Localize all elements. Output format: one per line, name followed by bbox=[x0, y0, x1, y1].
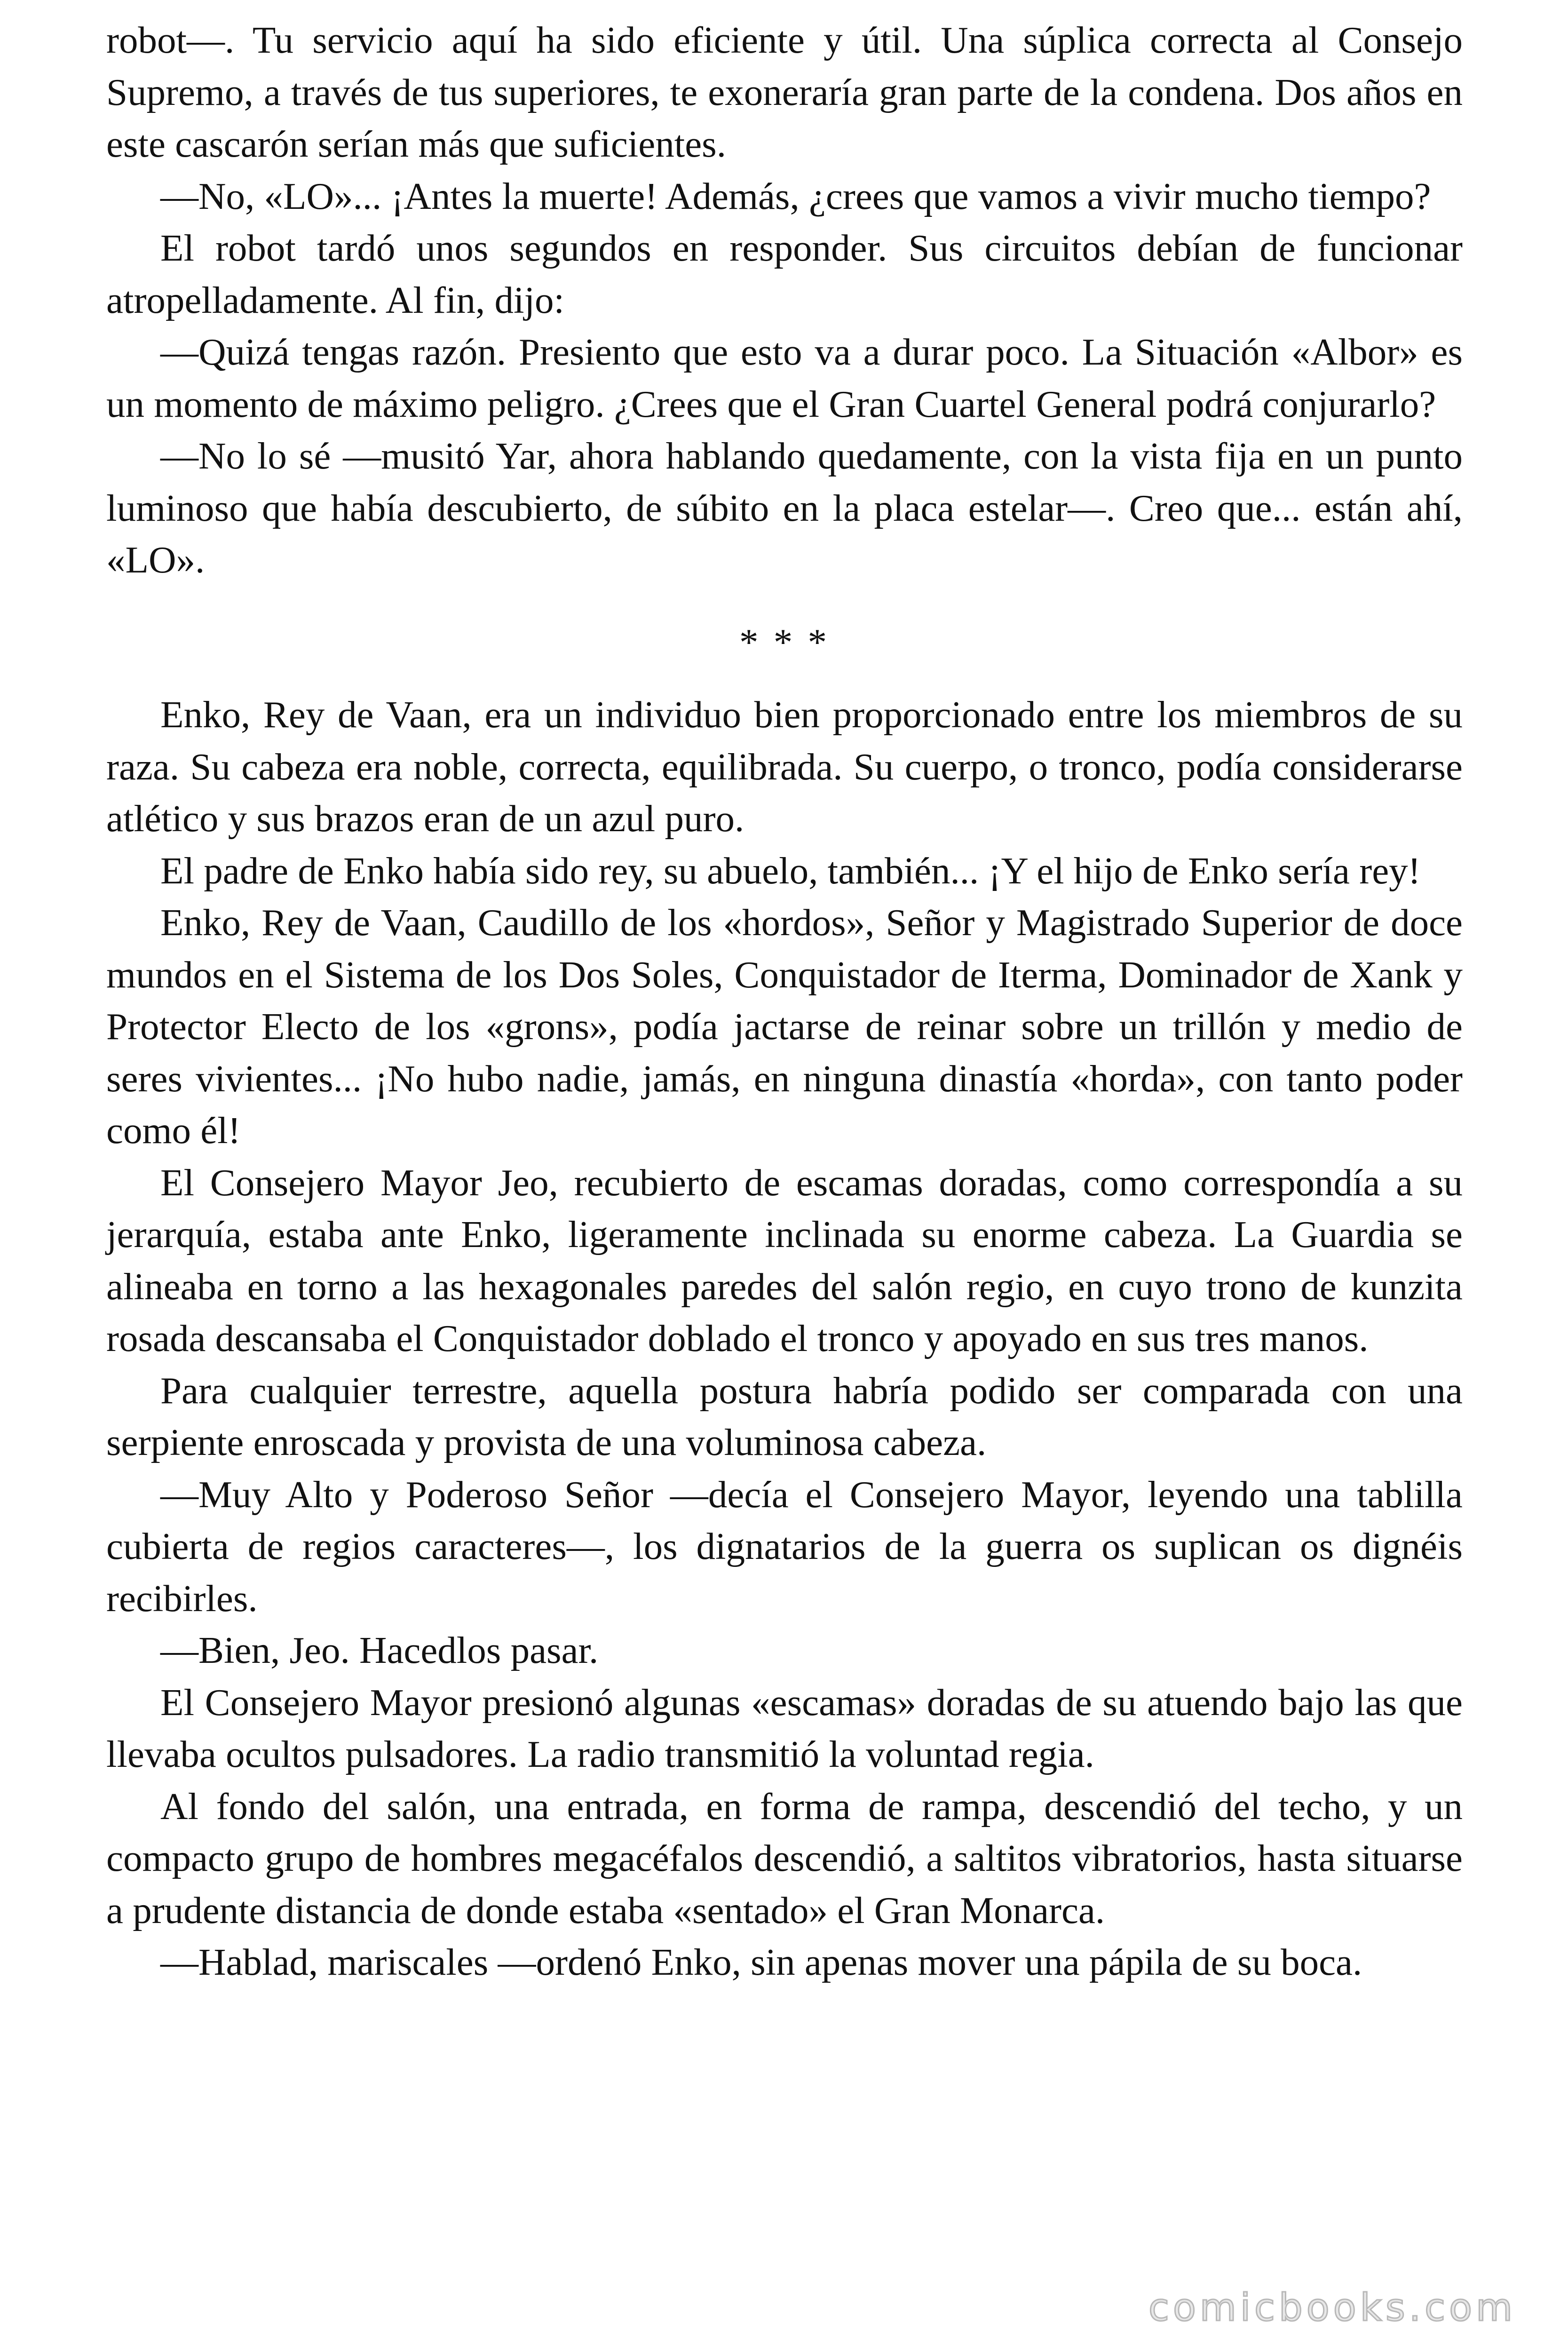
paragraph-10: Para cualquier terrestre, aquella postura habría podido ser comparada con una serpiente enroscada y provista de una voluminosa cabeza. bbox=[106, 1369, 1463, 1463]
scene-break: * * * bbox=[739, 620, 830, 663]
paragraph-9: El Consejero Mayor Jeo, recubierto de escamas doradas, como correspondía a su jerarquía, estaba ante Enko, ligeramente inclinada su enorme cabeza. La Guardia se alineaba en torno a las hexagonales paredes del salón regio, en cuyo trono de kunzita rosada descansaba el Conquistador doblado el tronco y apoyado en sus tres manos. bbox=[106, 1161, 1463, 1359]
paragraph-15: —Hablad, mariscales —ordenó Enko, sin apenas mover una pápila de su boca. bbox=[160, 1941, 1362, 1983]
paragraph-4: —Quizá tengas razón. Presiento que esto va a durar poco. La Situación «Albor» es un momento de máximo peligro. ¿Crees que el Gran Cuartel General podrá conjurarlo? bbox=[106, 331, 1463, 425]
paragraph-13: El Consejero Mayor presionó algunas «escamas» doradas de su atuendo bajo las que llevaba ocultos pulsadores. La radio transmitió la voluntad regia. bbox=[106, 1681, 1463, 1775]
paragraph-11: —Muy Alto y Poderoso Señor —decía el Consejero Mayor, leyendo una tablilla cubierta de regios caracteres—, los dignatarios de la guerra os suplican os dignéis recibirles. bbox=[106, 1473, 1463, 1620]
paragraph-7: El padre de Enko había sido rey, su abuelo, también... ¡Y el hijo de Enko sería rey! bbox=[160, 849, 1421, 892]
paragraph-2: —No, «LO»... ¡Antes la muerte! Además, ¿crees que vamos a vivir mucho tiempo? bbox=[160, 175, 1431, 217]
paragraph-3: El robot tardó unos segundos en responder. Sus circuitos debían de funcionar atropelladamente. Al fin, dijo: bbox=[106, 227, 1463, 321]
paragraph-14: Al fondo del salón, una entrada, en forma de rampa, descendió del techo, y un compacto grupo de hombres megacéfalos descendió, a saltitos vibratorios, hasta situarse a prudente distancia de donde estaba «sentado» el Gran Monarca. bbox=[106, 1785, 1463, 1931]
paragraph-5: —No lo sé —musitó Yar, ahora hablando quedamente, con la vista fija en un punto luminoso que había descubierto, de súbito en la placa estelar—. Creo que... están ahí, «LO». bbox=[106, 435, 1463, 581]
paragraph-8: Enko, Rey de Vaan, Caudillo de los «hordos», Señor y Magistrado Superior de doce mundos en el Sistema de los Dos Soles, Conquistador de Iterma, Dominador de Xank y Protector Electo de los «grons», podía jactarse de reinar sobre un trillón y medio de seres vivientes... ¡No hubo nadie, jamás, en ninguna dinastía «horda», con tanto poder como él! bbox=[106, 901, 1463, 1152]
watermark: comicbooks.com bbox=[1148, 2286, 1516, 2329]
paragraph-1: robot—. Tu servicio aquí ha sido eficiente y útil. Una súplica correcta al Consejo Supremo, a través de tus superiores, te exoneraría gran parte de la condena. Dos años en este cascarón serían más que suficientes. bbox=[106, 19, 1463, 165]
paragraph-6: Enko, Rey de Vaan, era un individuo bien proporcionado entre los miembros de su raza. Su cabeza era noble, correcta, equilibrada. Su cuerpo, o tronco, podía considerarse atlético y sus brazos eran de un azul puro. bbox=[106, 693, 1463, 840]
paragraph-12: —Bien, Jeo. Hacedlos pasar. bbox=[160, 1629, 599, 1671]
page-text bbox=[106, 14, 1463, 1988]
